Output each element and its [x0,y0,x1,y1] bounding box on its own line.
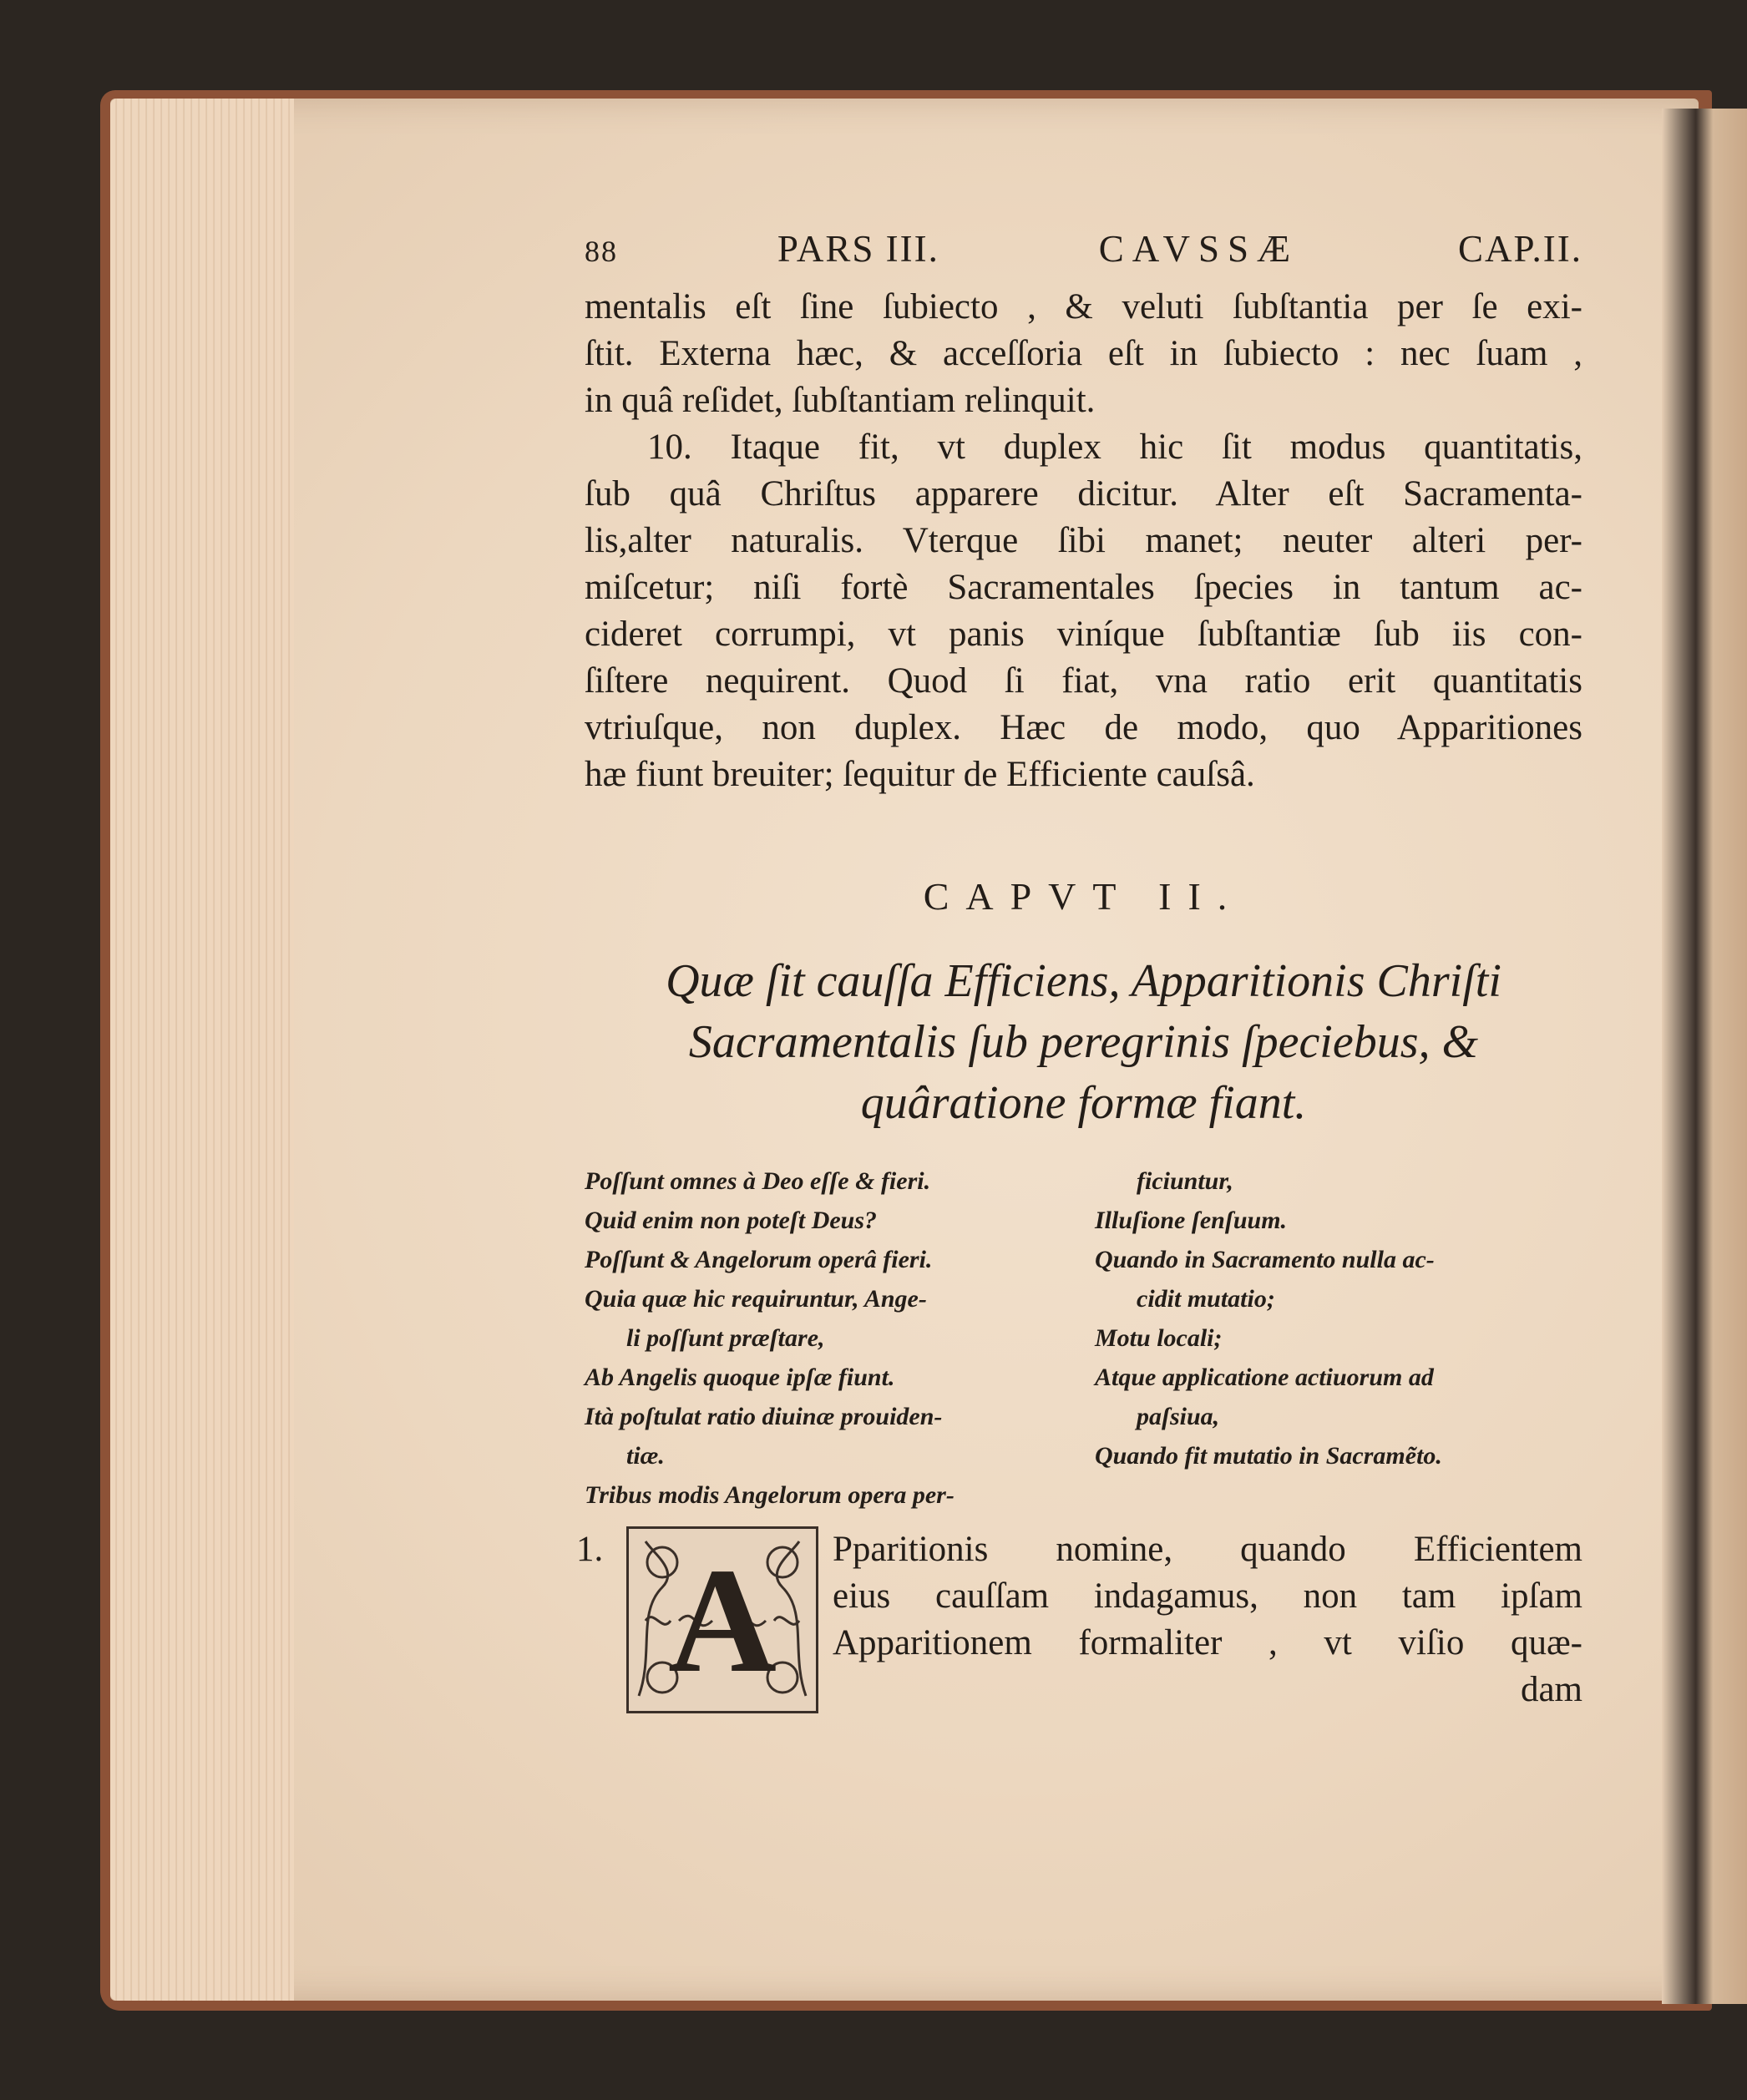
chapter-title-line: Quæ ſit cauſſa Efficiens, Apparitionis Chriſti [666,955,1501,1007]
drop-cap-letter: A [668,1537,777,1703]
summary-column-right [1095,1161,1571,1515]
body-line: cideret corrumpi, vt panis viníque ſubſtantiæ ſub iis con- [585,615,1582,654]
running-header [585,225,1582,284]
body-line: 10. Itaque fit, vt duplex hic ſit modus quantitatis, [647,428,1582,467]
summary-line: Ab Angelis quoque ipſæ fiunt. [585,1364,895,1391]
body-line: Apparitionem formaliter , vt viſio quæ- [833,1623,1582,1662]
header-part: PARS III. [777,228,939,270]
summary-line: Illuſione ſenſuum. [1095,1207,1288,1234]
summary-line: Quando fit mutatio in Sacramẽto. [1095,1442,1442,1470]
body-line: eius cauſſam indagamus, non tam ipſam [833,1576,1582,1616]
opening-paragraph [576,1526,1582,1718]
body-line: ſtit. Externa hæc, & acceſſoria eſt in ſubiecto : nec ſuam , [585,334,1582,373]
catchword: dam [1520,1670,1582,1709]
body-line: vtriuſque, non duplex. Hæc de modo, quo Apparitiones [585,708,1582,747]
summary-line: Poſſunt & Angelorum operâ fieri. [585,1246,933,1273]
summary-line: Quando in Sacramento nulla ac- [1095,1246,1435,1273]
body-line: lis,alter naturalis. Vterque ſibi manet; neuter alteri per- [585,521,1582,560]
summary-line: Ità poſtulat ratio diuinæ prouiden- [585,1403,943,1430]
summary-line: ficiuntur, [1137,1167,1233,1195]
body-line: ſiſtere nequirent. Quod ſi fiat, vna ratio erit quantitatis [585,661,1582,701]
paragraph-number: 1. [576,1530,604,1569]
header-chapter-ref: CAP.II. [1457,228,1582,270]
page-number: 88 [585,235,618,268]
body-line: miſcetur; niſi fortè Sacramentales ſpecies in tantum ac- [585,568,1582,607]
page-text [576,225,1582,1718]
body-line: hæ fiunt breuiter; ſequitur de Efficiente cauſsâ. [585,755,1255,794]
summary-line: paſsiua, [1137,1403,1220,1430]
chapter-title [585,953,1582,1131]
body-paragraph [585,284,1582,798]
summary-line: Motu locali; [1095,1324,1223,1352]
chapter-title-line: quâratione formæ fiant. [860,1077,1307,1129]
body-line: in quâ reſidet, ſubſtantiam relinquit. [585,381,1096,420]
summary-line: li poſſunt præſtare, [626,1324,825,1352]
opening-lines [833,1526,1582,1713]
book-gutter [1662,109,1747,2004]
summary-line: cidit mutatio; [1137,1285,1275,1313]
summary-line: Poſſunt omnes à Deo eſſe & fieri. [585,1167,931,1195]
summary-line: Atque applicatione actiuorum ad [1095,1364,1434,1391]
page-edges [110,99,294,2001]
summary-line: Quia quæ hic requiruntur, Ange- [585,1285,927,1313]
chapter-summary [585,1161,1582,1515]
chapter-title-line: Sacramentalis ſub peregrinis ſpeciebus, & [688,1016,1479,1068]
body-line: ſub quâ Chriſtus apparere dicitur. Alter eſt Sacramenta- [585,474,1582,514]
drop-cap-ornament [626,1526,818,1713]
summary-line: Quid enim non poteſt Deus? [585,1207,878,1234]
body-line: Pparitionis nomine, quando Efficientem [833,1530,1582,1569]
summary-line: tiæ. [626,1442,665,1470]
body-line: mentalis eſt ſine ſubiecto , & veluti ſubſtantia per ſe exi- [585,287,1582,326]
header-section: CAVSSÆ [1098,228,1299,270]
summary-column-left [585,1161,1065,1515]
chapter-heading: CAPVT II. [923,875,1244,918]
summary-line: Tribus modis Angelorum opera per- [585,1481,955,1509]
